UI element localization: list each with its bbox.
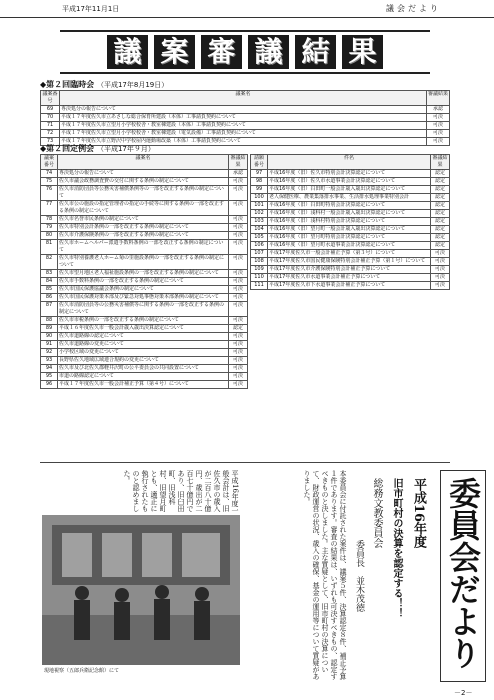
row-name: 平成16年度（旧）臼田町一般会計歳入歳出決算認定について (268, 186, 431, 194)
table-row (251, 226, 450, 234)
row-number: 106 (251, 242, 268, 250)
row-result: 承認 (427, 106, 450, 114)
table-row (41, 201, 248, 216)
committee-chair: 委員長 並木茂徳 (354, 540, 364, 612)
row-result: 可決 (229, 224, 248, 232)
row-name: 佐久市特別養護老人ホーム菊の里施設条例の一部を改正する条例の制定について (58, 255, 229, 270)
photo-illustration (42, 515, 240, 665)
row-number: 105 (251, 234, 268, 242)
row-result: 可決 (229, 365, 248, 373)
table-row (251, 218, 450, 226)
row-result: 可決 (229, 357, 248, 365)
row-result: 可決 (431, 282, 450, 290)
table-row (41, 365, 248, 373)
row-name: 佐久市道路線の認定について (58, 333, 229, 341)
table-row (251, 258, 450, 266)
row-name: 平成１７年度佐久市立あさしな総合保育所建設（本体）工事請負契約について (60, 114, 427, 122)
banner-char: 結 (294, 34, 337, 70)
row-name: 平成17年度佐久市下水道事業会計補正予算について (268, 282, 431, 290)
row-number: 83 (41, 270, 58, 278)
table-row (41, 178, 248, 186)
row-result: 認定 (431, 234, 450, 242)
row-name: 平成１７年度佐久市一般会計補正予算（第４号）について (58, 381, 229, 389)
row-number: 73 (41, 138, 60, 146)
row-result: 可決 (229, 186, 248, 201)
committee-title: 委員会だより (444, 477, 482, 669)
table-row (251, 210, 450, 218)
col-number: 請願番号 (251, 155, 268, 170)
row-result: 可決 (427, 130, 450, 138)
table-row (41, 341, 248, 349)
table-row (41, 333, 248, 341)
session1-heading (40, 79, 168, 90)
col-result: 審議結果 (432, 155, 448, 168)
col-result: 審議結果 (230, 155, 246, 168)
row-number: 99 (251, 186, 268, 194)
row-number: 100 (251, 194, 268, 202)
row-name: 平成17年度佐久市一般会計補正予算（第３号）について (268, 250, 431, 258)
row-name: 佐久市消防団員等公務災害補償条例等の一部を改正する条例の制定について (58, 186, 229, 201)
row-number: 102 (251, 210, 268, 218)
row-name: 佐久市介護保険条例の一部を改正する条例の制定について (58, 232, 229, 240)
table-row (41, 255, 248, 270)
row-result: 可決 (229, 349, 248, 357)
row-number: 91 (41, 341, 58, 349)
issue-date: 平成17年11月1日 (62, 5, 120, 13)
table-row (41, 325, 248, 333)
row-name: 老人保健医療、農業集落排水事業、生活排水処理事業特別会計 (268, 194, 431, 202)
row-number: 76 (41, 186, 58, 201)
col-name: 件名 (268, 155, 431, 170)
row-name: 平成17年度佐久市国民健康保険特別会計補正予算（第１号）について (268, 258, 431, 266)
row-name: 佐久市消防団員等の公務災害補償等に関する条例の一部を改正する条例の制定について (58, 302, 229, 317)
table-row (41, 130, 450, 138)
row-result: 可決 (229, 255, 248, 270)
row-result: 可決 (229, 294, 248, 302)
row-result: 可決 (229, 286, 248, 294)
row-name: 市道の路線認定について (58, 373, 229, 381)
row-result: 認定 (431, 210, 450, 218)
row-result: 可決 (431, 274, 450, 282)
banner-char: 審 (200, 34, 243, 70)
row-number: 78 (41, 216, 58, 224)
row-number: 84 (41, 278, 58, 286)
row-number: 80 (41, 232, 58, 240)
table-row (251, 194, 450, 202)
table-row (41, 240, 248, 255)
table-row (251, 202, 450, 210)
session2-right-table (250, 154, 450, 290)
table-row (41, 122, 450, 130)
session2-heading (40, 143, 155, 154)
row-name: 佐久市手数料条例の一部を改正する条例の制定について (58, 278, 229, 286)
row-name: 佐久市国民保護協議会条例の制定について (58, 286, 229, 294)
row-number: 110 (251, 274, 268, 282)
row-name: 平成16年度（旧）佐久市水道事業会計決算認定について (268, 178, 431, 186)
row-result: 可決 (229, 381, 248, 389)
row-name: 佐久市ホームヘルパー派遣手数料条例の一部を改正する条例の制定について (58, 240, 229, 255)
banner-char: 果 (341, 34, 384, 70)
row-number: 109 (251, 266, 268, 274)
table-row (41, 170, 248, 178)
row-number: 96 (41, 381, 58, 389)
row-name: 専決処分の報告について (58, 170, 229, 178)
table-row (41, 294, 248, 302)
row-result: 可決 (229, 232, 248, 240)
row-number: 81 (41, 240, 58, 255)
row-name: 平成17年度佐久市水道事業会計補正予算について (268, 274, 431, 282)
row-number: 97 (251, 170, 268, 178)
row-name: 佐久市公の施設の指定管理者の指定の手続等に関する条例の一部を改正する条例の制定について (58, 201, 229, 216)
row-result: 可決 (229, 373, 248, 381)
row-result: 可決 (229, 341, 248, 349)
table-row (41, 270, 248, 278)
row-number: 93 (41, 357, 58, 365)
committee-body-2: 平成16年度一般会計は、旧佐久市の歳入が二百八十億円、歳出が二百七十億円であり、旧臼田町、旧浅科村、旧望月町とも、適正に執行されたものと認めました。 (123, 470, 239, 514)
row-name: 平成１７年度佐久市立望月小学校校舎・教室棟建設（電気設備）工事請負契約について (60, 130, 427, 138)
row-number: 94 (41, 365, 58, 373)
row-result: 可決 (431, 266, 450, 274)
session2-title: ◆第２回定例会 (40, 144, 95, 153)
row-number: 70 (41, 114, 60, 122)
row-number: 89 (41, 325, 58, 333)
row-name: 佐久市道路線の変更について (58, 341, 229, 349)
row-number: 74 (41, 170, 58, 178)
col-name: 議案名 (60, 91, 427, 106)
table-row (251, 186, 450, 194)
row-result: 認定 (431, 186, 450, 194)
session2-left-table (40, 154, 248, 389)
row-number: 77 (41, 201, 58, 216)
row-number: 98 (251, 178, 268, 186)
row-name: 佐久市望月地区老人福祉施設条例の一部を改正する条例の制定について (58, 270, 229, 278)
row-number: 108 (251, 258, 268, 266)
table-row (41, 302, 248, 317)
row-number: 90 (41, 333, 58, 341)
row-result: 認定 (431, 226, 450, 234)
page-number: －2－ (454, 689, 473, 697)
session2-subtitle: （平成17年９月） (96, 145, 155, 153)
row-result: 承認 (229, 170, 248, 178)
col-number: 議案番号 (42, 91, 58, 104)
session1-table (40, 90, 450, 146)
row-result: 可決 (229, 333, 248, 341)
session1-title: ◆第２回臨時会 (40, 80, 95, 89)
row-result: 可決 (427, 114, 450, 122)
row-name: 佐久市特別会計条例の一部を改正する条例の制定について (58, 224, 229, 232)
row-name: 平成16年度（旧）佐久市特別会計決算認定について (268, 170, 431, 178)
row-number: 103 (251, 218, 268, 226)
row-number: 87 (41, 302, 58, 317)
table-row (41, 186, 248, 201)
row-result: 認定 (229, 325, 248, 333)
session1-subtitle: （平成17年8月19日） (96, 81, 169, 89)
row-number: 111 (251, 282, 268, 290)
committee-year: 平成16年度 (411, 478, 426, 549)
committee-title-box (440, 470, 486, 682)
row-number: 104 (251, 226, 268, 234)
row-number: 71 (41, 122, 60, 130)
row-result: 可決 (427, 138, 450, 146)
row-name: 平成１７年度佐久市立野沢中学校屋内運動場改築（本体）工事請負契約について (60, 138, 427, 146)
table-row (41, 381, 248, 389)
row-result: 可決 (427, 122, 450, 130)
table-row (41, 114, 450, 122)
col-number: 議案番号 (41, 155, 58, 170)
table-row (41, 216, 248, 224)
row-name: 小学校区域の変更について (58, 349, 229, 357)
row-name: 平成16年度（旧）望月町水道事業会計決算認定について (268, 242, 431, 250)
row-number: 79 (41, 224, 58, 232)
row-number: 92 (41, 349, 58, 357)
table-row (251, 250, 450, 258)
row-name: 佐久市議会政務調査費の交付に関する条例の制定について (58, 178, 229, 186)
row-result: 可決 (229, 278, 248, 286)
table-row (251, 234, 450, 242)
row-name: 平成16年度（旧）臼田町特別会計決算認定について (268, 202, 431, 210)
table-row (251, 282, 450, 290)
row-result: 可決 (229, 317, 248, 325)
table-row (41, 373, 248, 381)
table-row (251, 170, 450, 178)
site-visit-photo (42, 515, 240, 665)
section-divider (40, 462, 450, 463)
row-result: 可決 (229, 240, 248, 255)
banner-char: 案 (153, 34, 196, 70)
row-number: 85 (41, 286, 58, 294)
newsletter-title: 議会だより (386, 4, 441, 13)
row-result: 可決 (431, 250, 450, 258)
row-name: 佐久市市税条例の一部を改正する条例の制定について (58, 317, 229, 325)
committee-headline: 旧市町村の決算を認定する！！ (391, 478, 402, 618)
table-row (251, 178, 450, 186)
row-name: 平成17年度佐久市介護保険特別会計補正予算について (268, 266, 431, 274)
row-result: 認定 (431, 178, 450, 186)
row-name: 平成16年度（旧）浅科村一般会計歳入歳出決算認定について (268, 210, 431, 218)
row-result: 認定 (431, 194, 450, 202)
title-banner (60, 30, 430, 74)
row-number: 88 (41, 317, 58, 325)
committee-name: 総務文教委員会 (371, 478, 382, 548)
row-result: 可決 (229, 201, 248, 216)
row-number: 86 (41, 294, 58, 302)
row-number: 75 (41, 178, 58, 186)
row-result: 認定 (431, 218, 450, 226)
row-name: 平成１７年度佐久市立望月小学校校舎・教室棟建設（本体）工事請負契約について (60, 122, 427, 130)
table-row (251, 266, 450, 274)
row-name: 平成16年度（旧）望月町特別会計決算認定について (268, 234, 431, 242)
row-result: 可決 (229, 178, 248, 186)
row-result: 可決 (229, 302, 248, 317)
table-row (41, 349, 248, 357)
table-row (41, 357, 248, 365)
table-row (41, 278, 248, 286)
row-number: 95 (41, 373, 58, 381)
row-number: 82 (41, 255, 58, 270)
col-name: 議案名 (58, 155, 229, 170)
table-row (41, 317, 248, 325)
photo-caption: 現地視察（五郎兵衛記念館）にて (44, 668, 120, 674)
row-result: 可決 (431, 258, 450, 266)
table-row (41, 232, 248, 240)
row-number: 69 (41, 106, 60, 114)
table-row (251, 274, 450, 282)
col-result: 審議結果 (427, 91, 450, 106)
row-result: 可決 (229, 270, 248, 278)
row-result: 認定 (431, 202, 450, 210)
row-name: 平成１６年度佐久市一般会計歳入歳出決算認定について (58, 325, 229, 333)
row-name: 佐久市国民保護対策本部及び緊急対処事態対策本部条例の制定について (58, 294, 229, 302)
row-result: 可決 (229, 216, 248, 224)
banner-char: 議 (106, 34, 149, 70)
row-name: 長野県佐久地域広域連合規約の変更について (58, 357, 229, 365)
row-name: 佐久市名誉市民条例の制定について (58, 216, 229, 224)
committee-body: 本委員会に付託された案件は、議案５件、決算認定８件、補正予算１件であります。審査の結果は、いずれも可決すべきもの、認定すべきものと決しました。主な質疑として、旧市町村の決算について、財政運営の状況、歳入の確保、基金の運用等について質疑がありました。 (303, 470, 347, 680)
row-number: 107 (251, 250, 268, 258)
row-name: 平成16年度（旧）浅科村特別会計決算認定について (268, 218, 431, 226)
row-result: 認定 (431, 242, 450, 250)
row-name: 専決処分の報告について (60, 106, 427, 114)
row-number: 72 (41, 130, 60, 138)
banner-chars (60, 34, 430, 70)
table-row (41, 224, 248, 232)
table-row (41, 286, 248, 294)
row-name: 佐久市及び北佐久郡軽井沢町の公平委員会の共同設置について (58, 365, 229, 373)
banner-char: 議 (247, 34, 290, 70)
row-result: 認定 (431, 170, 450, 178)
row-number: 101 (251, 202, 268, 210)
table-row (251, 242, 450, 250)
row-name: 平成16年度（旧）望月町一般会計歳入歳出決算認定について (268, 226, 431, 234)
table-row (41, 106, 450, 114)
